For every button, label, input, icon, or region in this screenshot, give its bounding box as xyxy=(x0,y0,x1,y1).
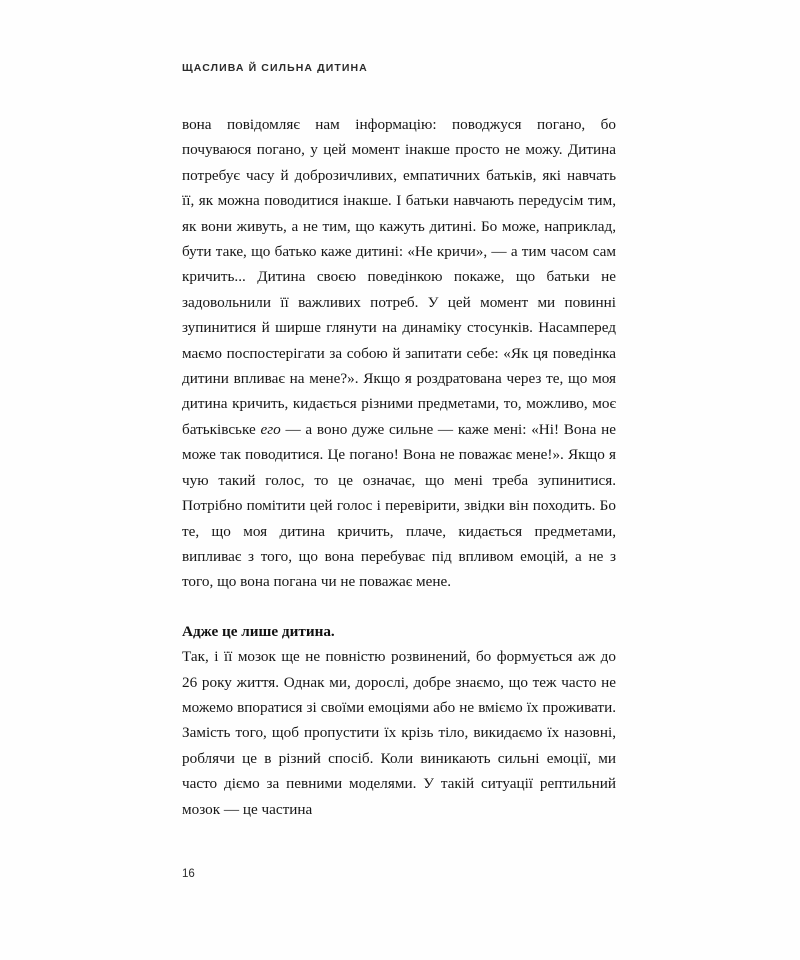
text-column xyxy=(182,112,616,822)
paragraph-1-emphasis: его xyxy=(260,420,281,438)
page-number: 16 xyxy=(182,868,195,880)
subheading: Адже це лише дитина. xyxy=(182,622,335,640)
paragraph-1-text: вона повідомляє нам інформацію: поводжуся погано, бо почуваюся погано, у цей момент інакше просто не можу. Дитина потребує часу й доброзичливих, емпатичних батьків, які навчать її, як можна поводитися інакше. І батьки навчають передусім тим, як вони живуть, а не тим, що кажуть дитині. Бо може, наприклад, бути таке, що батько каже дитині: «Не кричи», — а тим часом сам кричить... Дитина своєю поведінкою покаже, що батьки не задовольнили її важливих потреб. У цей момент ми повинні зупинитися й ширше глянути на динаміку стосунків. Насамперед маємо поспостерігати за собою й запитати себе: «Як ця поведінка дитини впливає на мене?». Якщо я роздратована через те, що моя дитина кричить, кидається різними предметами, то, можливо, моє батьківське xyxy=(182,116,616,438)
running-head: ЩАСЛИВА Й СИЛЬНА ДИТИНА xyxy=(182,62,368,74)
paragraph-1-tail: — а воно дуже сильне — каже мені: «Ні! Вона не може так поводитися. Це погано! Вона не поважає мене!». Якщо я чую такий голос, то це означає, що мені треба зупинитися. Потрібно помітити цей голос і перевірити, звідки він походить. Бо те, що моя дитина кричить, плаче, кидається предметами, випливає з того, що вона перебуває під впливом емоцій, а не з того, що вона погана чи не поважає мене. xyxy=(182,420,616,591)
body-paragraph-2: Так, і її мозок ще не повністю розвинений, бо формується аж до 26 року життя. Однак ми, дорослі, добре знаємо, що теж часто не можемо впоратися зі своїми емоціями або не вміємо їх проживати. Замість того, щоб пропустити їх крізь тіло, викидаємо їх назовні, роблячи це в різний спосіб. Коли виникають сильні емоції, ми часто діємо за певними моделями. У такій ситуації рептильний мозок — це частина xyxy=(182,648,616,818)
body-paragraph-1 xyxy=(182,112,616,595)
